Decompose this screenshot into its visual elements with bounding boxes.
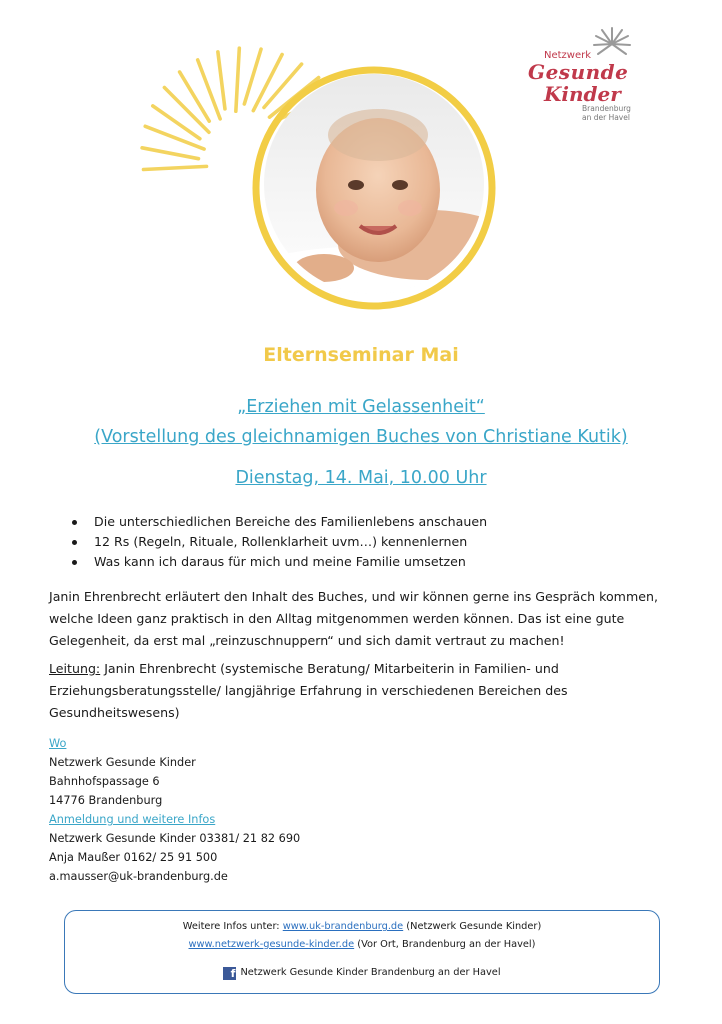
facebook-text: Netzwerk Gesunde Kinder Brandenburg an der Havel [240,967,501,978]
leitung-paragraph [49,658,679,724]
hero-graphic [128,40,508,330]
anmeldung-line: Netzwerk Gesunde Kinder 03381/ 21 82 690 [49,832,301,845]
footer-link2-suffix: (Vor Ort, Brandenburg an der Havel) [354,939,536,950]
footer-prefix: Weitere Infos unter: [182,921,283,932]
sun-rays-graphic [128,40,508,330]
topic-item: 12 Rs (Regeln, Rituale, Rollenklarheit uvm…) kennenlernen [68,532,668,552]
topic-item: Was kann ich daraus für mich und meine Familie umsetzen [68,552,668,572]
baby-photo [224,60,508,326]
logo-kinder-text: Kinder [544,82,621,106]
netzwerk-gesunde-kinder-link[interactable]: www.netzwerk-gesunde-kinder.de [188,939,355,950]
leitung-label: Leitung: [49,661,101,676]
leitung-text: Janin Ehrenbrecht (systemische Beratung/ Mitarbeiterin in Familien- und Erziehungsberatungsstelle/ langjährige Erfahrung in verschiedenen Bereichen des Gesundheitswesens) [49,661,568,720]
wo-line: Bahnhofspassage 6 [49,775,160,788]
logo-city [582,104,631,122]
contact-info [49,734,449,886]
wo-line: Netzwerk Gesunde Kinder [49,756,196,769]
anmeldung-line: Anja Maußer 0162/ 25 91 500 [49,851,218,864]
wo-label: Wo [49,737,67,750]
uk-brandenburg-link[interactable]: www.uk-brandenburg.de [282,921,404,932]
wo-line: 14776 Brandenburg [49,794,163,807]
footer-line3 [65,967,659,980]
sun-ray [236,48,239,111]
logo-city-line2: an der Havel [582,113,630,122]
topic-item: Die unterschiedlichen Bereiche des Familienlebens anschauen [68,512,668,532]
sun-ray [244,49,261,104]
seminar-subtitle-line1: „Erziehen mit Gelassenheit“ [237,397,485,417]
footer-line1 [65,921,659,932]
email-address: a.mausser@uk-brandenburg.de [49,870,228,883]
footer-line2 [65,939,659,950]
description-paragraph: Janin Ehrenbrecht erläutert den Inhalt des Buches, und wir können gerne ins Gespräch kommen, welche Ideen ganz praktisch in den Alltag mitgenommen werden können. Das ist eine gute Gelegenheit, da erst mal „reinzuschnuppern“ und sich damit vertraut zu machen! [49,589,658,648]
logo-netzwerk-text: Netzwerk [544,50,592,61]
netzwerk-gesunde-kinder-logo [520,22,700,132]
logo-gesunde-text: Gesunde [528,60,629,84]
page-title: Elternseminar Mai [263,344,459,366]
sun-ray [143,166,206,169]
anmeldung-label: Anmeldung und weitere Infos [49,813,216,826]
footer-box [64,910,660,994]
footer-link1-suffix: (Netzwerk Gesunde Kinder) [403,921,542,932]
topics-list [68,512,668,572]
event-date: Dienstag, 14. Mai, 10.00 Uhr [235,468,487,488]
logo-spark-icon [590,24,634,58]
sun-ray [142,148,198,159]
facebook-icon[interactable]: f [223,967,236,980]
seminar-subtitle-line2: (Vorstellung des gleichnamigen Buches von Christiane Kutik) [94,427,628,447]
logo-city-line1: Brandenburg [582,104,631,113]
sun-ray [218,52,225,109]
